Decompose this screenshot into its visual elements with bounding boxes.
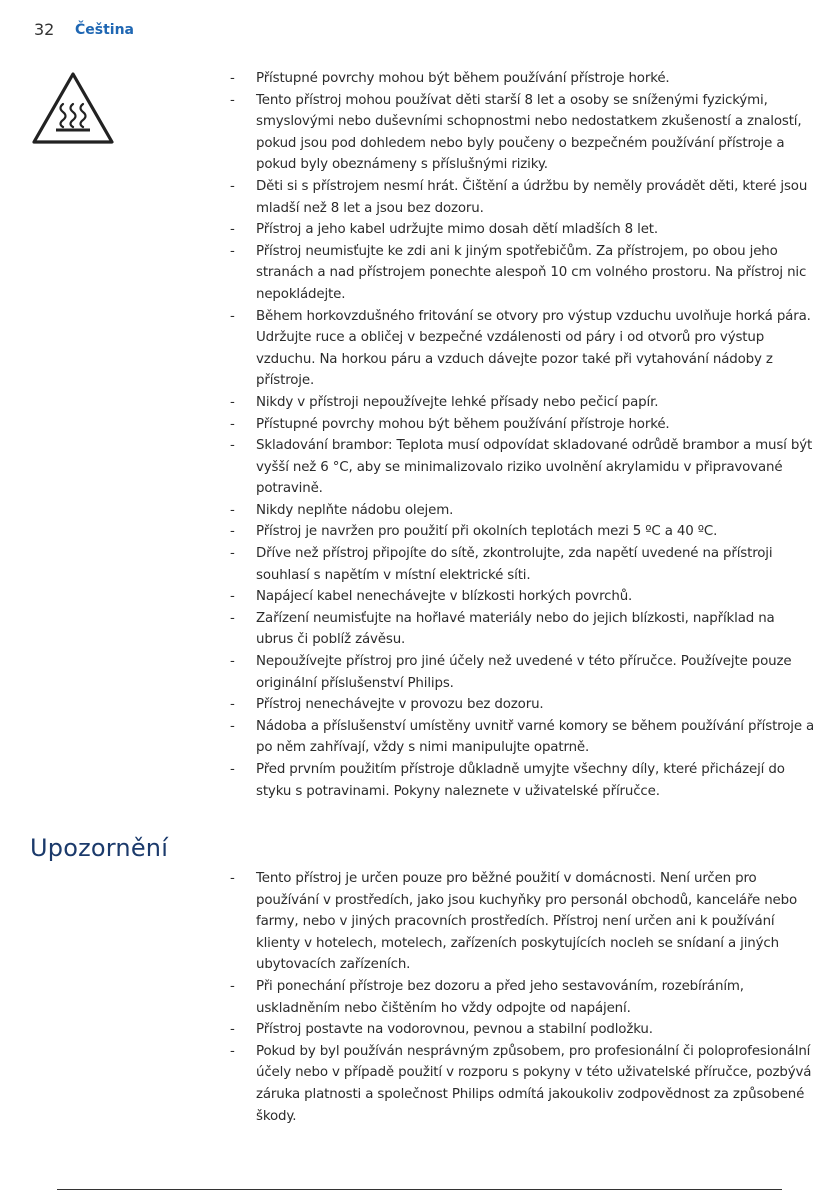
page-number: 32 (34, 20, 55, 39)
caution-heading: Upozornění (30, 834, 169, 862)
warning-text: Nikdy neplňte nádobu olejem. (256, 502, 454, 518)
warning-item (230, 435, 815, 500)
warning-text: Přístroj neumisťujte ke zdi ani k jiným spotřebičům. Za přístrojem, po obou jeho stranách a nad přístrojem ponechte alespoň 10 cm volného prostoru. Na přístroj nic nepokládejte. (256, 243, 807, 302)
list-dash: - (230, 394, 235, 410)
warning-text: Napájecí kabel nenechávejte v blízkosti horkých povrchů. (256, 589, 633, 605)
warning-text: Přístupné povrchy mohou být během používání přístroje horké. (256, 416, 670, 432)
list-dash: - (230, 654, 235, 670)
warning-item (230, 716, 815, 759)
list-dash: - (230, 718, 235, 734)
list-dash: - (230, 546, 235, 562)
list-dash: - (230, 1022, 235, 1038)
list-dash: - (230, 502, 235, 518)
hot-surface-warning-icon (30, 70, 116, 146)
list-dash: - (230, 92, 235, 108)
warning-item (230, 694, 815, 716)
caution-text: Pokud by byl používán nesprávným způsobem, pro profesionální či poloprofesionální účely nebo v případě použití v rozporu s pokyny v této uživatelské příručce, pozbývá záruka platnosti a společnost Philips odmítá jakoukoliv zodpovědnost za způsobené škody. (256, 1043, 812, 1124)
caution-text: Tento přístroj je určen pouze pro běžné použití v domácnosti. Není určen pro používání v prostředích, jako jsou kuchyňky pro personál obchodů, kanceláře nebo farmy, nebo v jiných pracovních prostředích. Přístroj není určen ani k používání klienty v hotelech, motelech, zařízeních poskytujících nocleh se snídaní a jiných ubytovacích zařízeních. (256, 871, 798, 973)
warning-item (230, 90, 815, 176)
list-dash: - (230, 610, 235, 626)
list-dash: - (230, 762, 235, 777)
warning-text: Přístroj nenechávejte v provozu bez dozoru. (256, 697, 544, 713)
warning-text: Nepoužívejte přístroj pro jiné účely než uvedené v této příručce. Používejte pouze originální příslušenství Philips. (256, 654, 792, 691)
warning-text: Během horkovzdušného fritování se otvory pro výstup vzduchu uvolňuje horká pára. Udržujte ruce a obličej v bezpečné vzdálenosti od páry i od otvorů pro výstup vzduchu. Na horkou páru a vzduch dávejte pozor také při vytahování nádoby z přístroje. (256, 308, 811, 389)
bottom-divider (57, 1189, 782, 1190)
warning-text: Před prvním použitím přístroje důkladně umyjte všechny díly, které přicházejí do styku s potravinami. Pokyny naleznete v uživatelské příručce. (256, 762, 785, 799)
list-dash: - (230, 308, 235, 324)
list-dash: - (230, 438, 235, 454)
warning-item (230, 500, 815, 522)
warning-item (230, 759, 815, 802)
warning-text: Tento přístroj mohou používat děti starší 8 let a osoby se sníženými fyzickými, smyslovými nebo duševními schopnostmi nebo nedostatkem zkušeností a znalostí, pokud jsou pod dohledem nebo byly poučeny o bezpečném používání přístroje a pokud byly obeznámeny s příslušnými riziky. (256, 92, 802, 173)
warning-item (230, 414, 815, 436)
warning-item (230, 543, 815, 586)
warning-text: Zařízení neumisťujte na hořlavé materiály nebo do jejich blízkosti, například na ubrus či poblíž závěsu. (256, 610, 775, 648)
warning-text: Skladování brambor: Teplota musí odpovídat skladované odrůdě brambor a musí být vyšší než 6 °C, aby se minimalizovalo riziko uvolnění akrylamidu v připravované potravině. (256, 438, 813, 497)
caution-list (230, 868, 815, 1127)
list-dash: - (230, 416, 235, 432)
list-dash: - (230, 978, 235, 994)
list-dash: - (230, 697, 235, 713)
warning-item (230, 392, 815, 414)
warning-item (230, 176, 815, 219)
warning-text: Přístroj je navržen pro použití při okolních teplotách mezi 5 ºC a 40 ºC. (256, 524, 718, 540)
page-language: Čeština (75, 22, 135, 38)
warning-text: Dříve než přístroj připojíte do sítě, zkontrolujte, zda napětí uvedené na přístroji souhlasí s napětím v místní elektrické síti. (256, 546, 773, 583)
list-dash: - (230, 222, 235, 238)
list-dash: - (230, 178, 235, 194)
list-dash: - (230, 71, 235, 86)
warning-text: Děti si s přístrojem nesmí hrát. Čištění a údržbu by neměly provádět děti, které jsou mladší než 8 let a jsou bez dozoru. (256, 178, 808, 216)
caution-item (230, 1019, 815, 1041)
warning-item (230, 651, 815, 694)
list-dash: - (230, 243, 235, 259)
warning-item (230, 306, 815, 392)
caution-item (230, 868, 815, 976)
warning-item (230, 608, 815, 651)
warning-text: Nádoba a příslušenství umístěny uvnitř varné komory se během používání přístroje a po něm zahřívají, vždy s nimi manipulujte opatrně. (256, 718, 815, 756)
warnings-list (230, 68, 815, 802)
warning-item (230, 219, 815, 241)
warning-text: Přístupné povrchy mohou být během používání přístroje horké. (256, 71, 670, 86)
list-dash: - (230, 524, 235, 540)
caution-item (230, 976, 815, 1019)
list-dash: - (230, 871, 235, 886)
warning-text: Přístroj a jeho kabel udržujte mimo dosah dětí mladších 8 let. (256, 222, 658, 238)
caution-item (230, 1041, 815, 1127)
list-dash: - (230, 589, 235, 605)
caution-text: Při ponechání přístroje bez dozoru a před jeho sestavováním, rozebíráním, uskladněním nebo čištěním ho vždy odpojte od napájení. (256, 978, 744, 1016)
list-dash: - (230, 1043, 235, 1059)
caution-text: Přístroj postavte na vodorovnou, pevnou a stabilní podložku. (256, 1022, 653, 1038)
warning-text: Nikdy v přístroji nepoužívejte lehké přísady nebo pečicí papír. (256, 394, 659, 410)
warning-item (230, 521, 815, 543)
warning-item (230, 586, 815, 608)
warning-item (230, 68, 815, 90)
warning-item (230, 241, 815, 306)
